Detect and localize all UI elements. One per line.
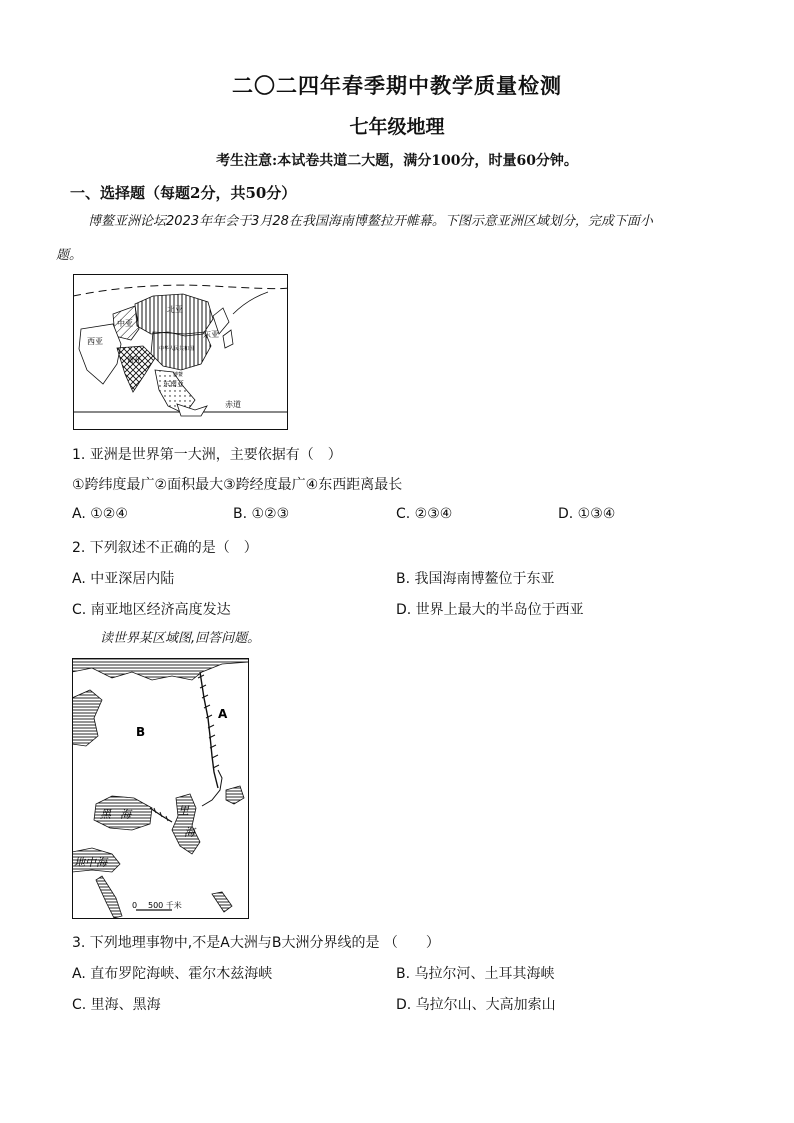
q2-option-d[interactable]: D. 世界上最大的半岛位于西亚	[396, 602, 584, 618]
label-central-asia: 中亚	[117, 319, 133, 328]
intro-2: 读世界某区域图,回答问题。	[100, 631, 261, 646]
exam-notice: 考生注意:本试卷共道二大题，满分100分，时量60分钟。	[216, 153, 578, 169]
label-caspian-1: 里	[178, 804, 189, 817]
question-1-stem: 1. 亚洲是世界第一大洲，主要依据有（ ）	[72, 447, 342, 463]
section-heading: 一、选择题（每题2分，共50分）	[70, 184, 297, 202]
q2-option-c[interactable]: C. 南亚地区经济高度发达	[72, 602, 231, 618]
q3-option-b[interactable]: B. 乌拉尔河、土耳其海峡	[396, 966, 555, 982]
asia-region-map	[73, 274, 288, 430]
q3-option-c[interactable]: C. 里海、黑海	[72, 997, 161, 1013]
q1-option-b[interactable]: B. ①②③	[233, 506, 290, 522]
q3-option-d[interactable]: D. 乌拉尔山、大高加索山	[396, 997, 556, 1013]
label-bozhou: 博鳌	[173, 372, 184, 378]
q3-option-a[interactable]: A. 直布罗陀海峡、霍尔木兹海峡	[72, 966, 273, 982]
scale-zero: 0	[132, 901, 138, 910]
q2-option-b[interactable]: B. 我国海南博鳌位于东亚	[396, 571, 555, 587]
label-east-asia: 东亚	[203, 330, 219, 339]
exam-subject: 七年级地理	[349, 116, 445, 138]
label-mediterranean: 地中海	[74, 856, 107, 869]
label-black-sea-1: 黑	[100, 808, 111, 821]
label-caspian-2: 海	[184, 826, 195, 839]
exam-title: 二〇二四年春季期中教学质量检测	[232, 73, 562, 98]
scale-label: 500 千米	[148, 901, 182, 910]
label-north-asia: 北亚	[167, 305, 183, 314]
label-southeast-asia: 东南亚	[163, 380, 184, 388]
q1-option-d[interactable]: D. ①③④	[558, 506, 616, 522]
q1-option-a[interactable]: A. ①②④	[72, 506, 128, 522]
label-continent-a: A	[218, 707, 228, 721]
q1-option-c[interactable]: C. ②③④	[396, 506, 453, 522]
question-1-statements: ①跨纬度最广②面积最大③跨经度最广④东西距离最长	[72, 477, 403, 493]
label-south-asia: 南亚	[127, 356, 141, 364]
label-black-sea-2: 海	[120, 808, 131, 821]
europe-asia-boundary-map	[72, 658, 249, 919]
label-west-asia: 西亚	[87, 337, 103, 346]
intro-paragraph	[56, 205, 720, 273]
q2-option-a[interactable]: A. 中亚深居内陆	[72, 571, 175, 587]
intro-line-2: 题。	[56, 248, 83, 263]
label-china: 中华人民共和国	[159, 346, 195, 352]
label-continent-b: B	[136, 725, 146, 739]
label-equator: 赤道	[225, 400, 241, 409]
question-3-stem: 3. 下列地理事物中,不是A大洲与B大洲分界线的是 （ ）	[72, 935, 440, 951]
question-2-stem: 2. 下列叙述不正确的是（ ）	[72, 540, 258, 556]
intro-line-1: 博鳌亚洲论坛2023年年会于3月28在我国海南博鳌拉开帷幕。下图示意亚洲区域划分，完成下面小	[88, 214, 653, 229]
